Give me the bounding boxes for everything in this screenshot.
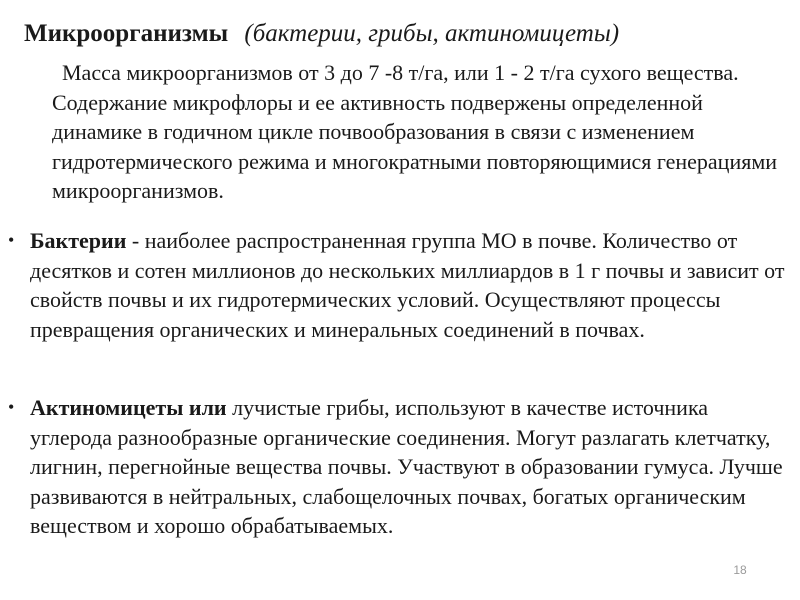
intro-paragraph: Масса микроорганизмов от 3 до 7 -8 т/га, или 1 - 2 т/га сухого вещества. Содержание микрофлоры и ее активность подвержены определенной динамике в годичном цикле почвообразования в связи с изменением гидротермического режима и многократными повторяющимися генерациями микроорганизмов. (52, 60, 778, 204)
bullet-term: Актиномицеты или (30, 395, 227, 420)
page-number: 18 (733, 563, 747, 577)
bullet-text (30, 393, 792, 541)
bullet-bacteria (8, 226, 792, 344)
bullet-text (30, 226, 792, 344)
bullet-term: Бактерии (30, 228, 127, 253)
bullet-marker-icon: • (8, 230, 15, 250)
bullet-marker-icon: • (8, 397, 15, 417)
bullet-description: - наиболее распространенная группа МО в почве. Количество от десятков и сотен миллионов до нескольких миллиардов в 1 г почвы и зависит от свойств почвы и их гидротермических условий. Осуществляют процессы превращения органических и минеральных соединений в почвах. (30, 228, 785, 342)
slide-title-subtitle: (бактерии, грибы, актиномицеты) (244, 20, 620, 47)
bullet-actinomycetes (8, 393, 792, 541)
slide-title (24, 16, 784, 52)
bullet-description: лучистые грибы, используют в качестве источника углерода разнообразные органические соединения. Могут разлагать клетчатку, лигнин, перегнойные вещества почвы. Участвуют в образовании гумуса. Лучше развиваются в нейтральных, слабощелочных почвах, богатых органическим веществом и хорошо обрабатываемых. (30, 395, 783, 539)
slide-title-main: Микроорганизмы (24, 20, 229, 47)
